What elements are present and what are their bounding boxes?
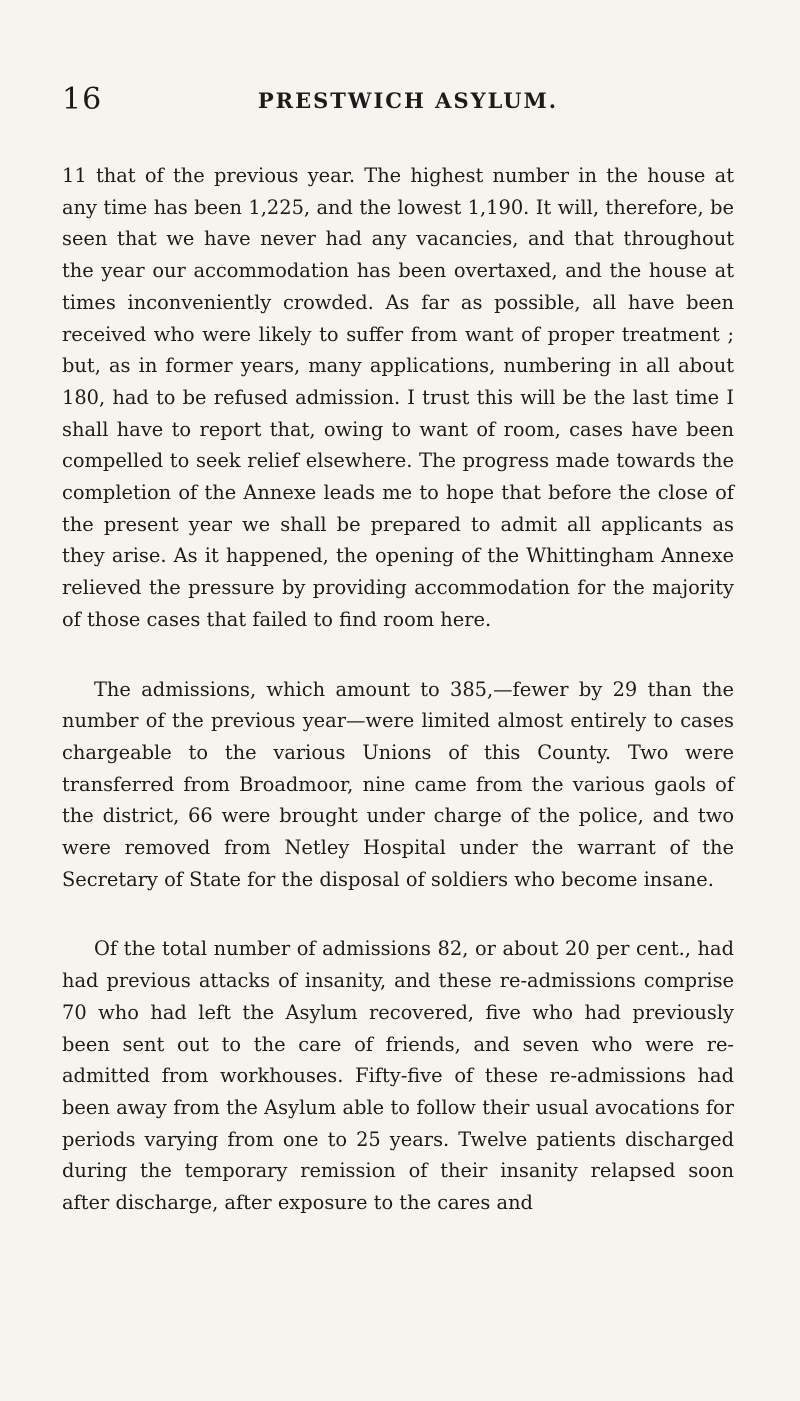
paragraph-2: The admissions, which amount to 385,—fewer by 29 than the number of the previous year—were limited almost entirely to cases chargeable to the various Unions of this County. Two were transferred from Broadmoor, nine came from the various gaols of the district, 66 were brought under charge of the police, and two were removed from Netley Hospital under the warrant of the Secretary of State for the disposal of soldiers who become insane. xyxy=(62,677,734,891)
running-title: PRESTWICH ASYLUM. xyxy=(257,88,559,113)
body-text xyxy=(62,160,734,1219)
page-number: 16 xyxy=(62,82,103,117)
paragraph-1: 11 that of the previous year. The highest number in the house at any time has been 1,225, and the lowest 1,190. It will, therefore, be seen that we have never had any vacancies, and that throughout the year our accommodation has been overtaxed, and the house at times inconveniently crowded. As far as possible, all have been received who were likely to suffer from want of proper treatment ; but, as in former years, many applications, numbering in all about 180, had to be refused admission. I trust this will be the last time I shall have to report that, owing to want of room, cases have been compelled to seek relief elsewhere. The progress made towards the completion of the Annexe leads me to hope that before the close of the present year we shall be prepared to admit all applicants as they arise. As it happened, the opening of the Whittingham Annexe relieved the pressure by providing accommodation for the majority of those cases that failed to find room here. xyxy=(62,164,734,631)
page-header xyxy=(62,82,730,122)
paragraph-3: Of the total number of admissions 82, or about 20 per cent., had had previous attacks of insanity, and these re-admissions comprise 70 who had left the Asylum recovered, five who had previously been sent out to the care of friends, and seven who were re-admitted from workhouses. Fifty-five of these re-admissions had been away from the Asylum able to follow their usual avocations for periods varying from one to 25 years. Twelve patients discharged during the temporary remission of their insanity relapsed soon after discharge, after exposure to the cares and xyxy=(62,937,734,1215)
